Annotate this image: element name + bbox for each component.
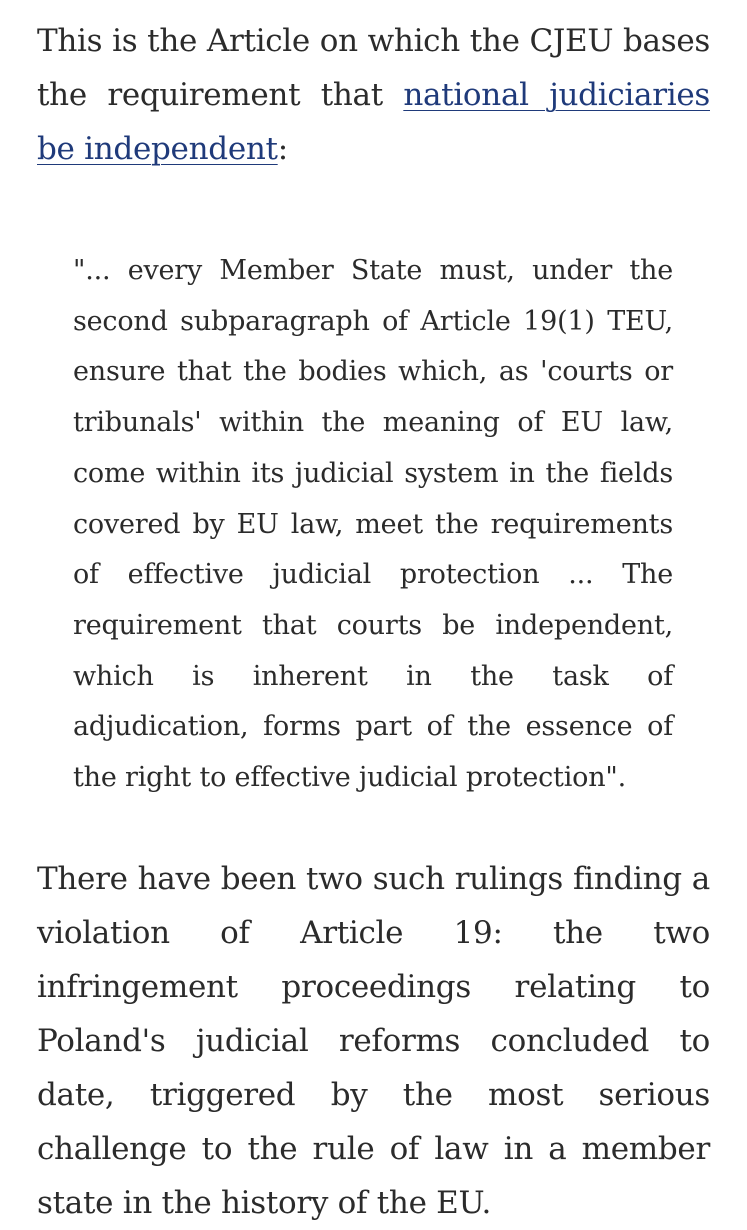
national-judiciaries-link[interactable]: national judiciaries be independent [37,77,710,167]
article-body [37,14,710,1230]
intro-paragraph [37,14,710,176]
intro-text: This is the Article on which the CJEU bases the requirement that [37,23,710,113]
closing-paragraph: There have been two such rulings finding a violation of Article 19: the two infringement proceedings relating to Poland's judicial reforms concluded to date, triggered by the most serious challenge to the rule of law in a member state in the history of the EU. [37,860,710,1221]
intro-colon: : [277,131,288,167]
cjeu-quote: "... every Member State must, under the second subparagraph of Article 19(1) TEU, ensure that the bodies which, as 'courts or tribunals' within the meaning of EU law, come within its judicial system in the fields covered by EU law, meet the requirements of effective judicial protection ... The requirement that courts be independent, which is inherent in the task of adjudication, forms part of the essence of the right to effective judicial protection". [73,255,673,794]
